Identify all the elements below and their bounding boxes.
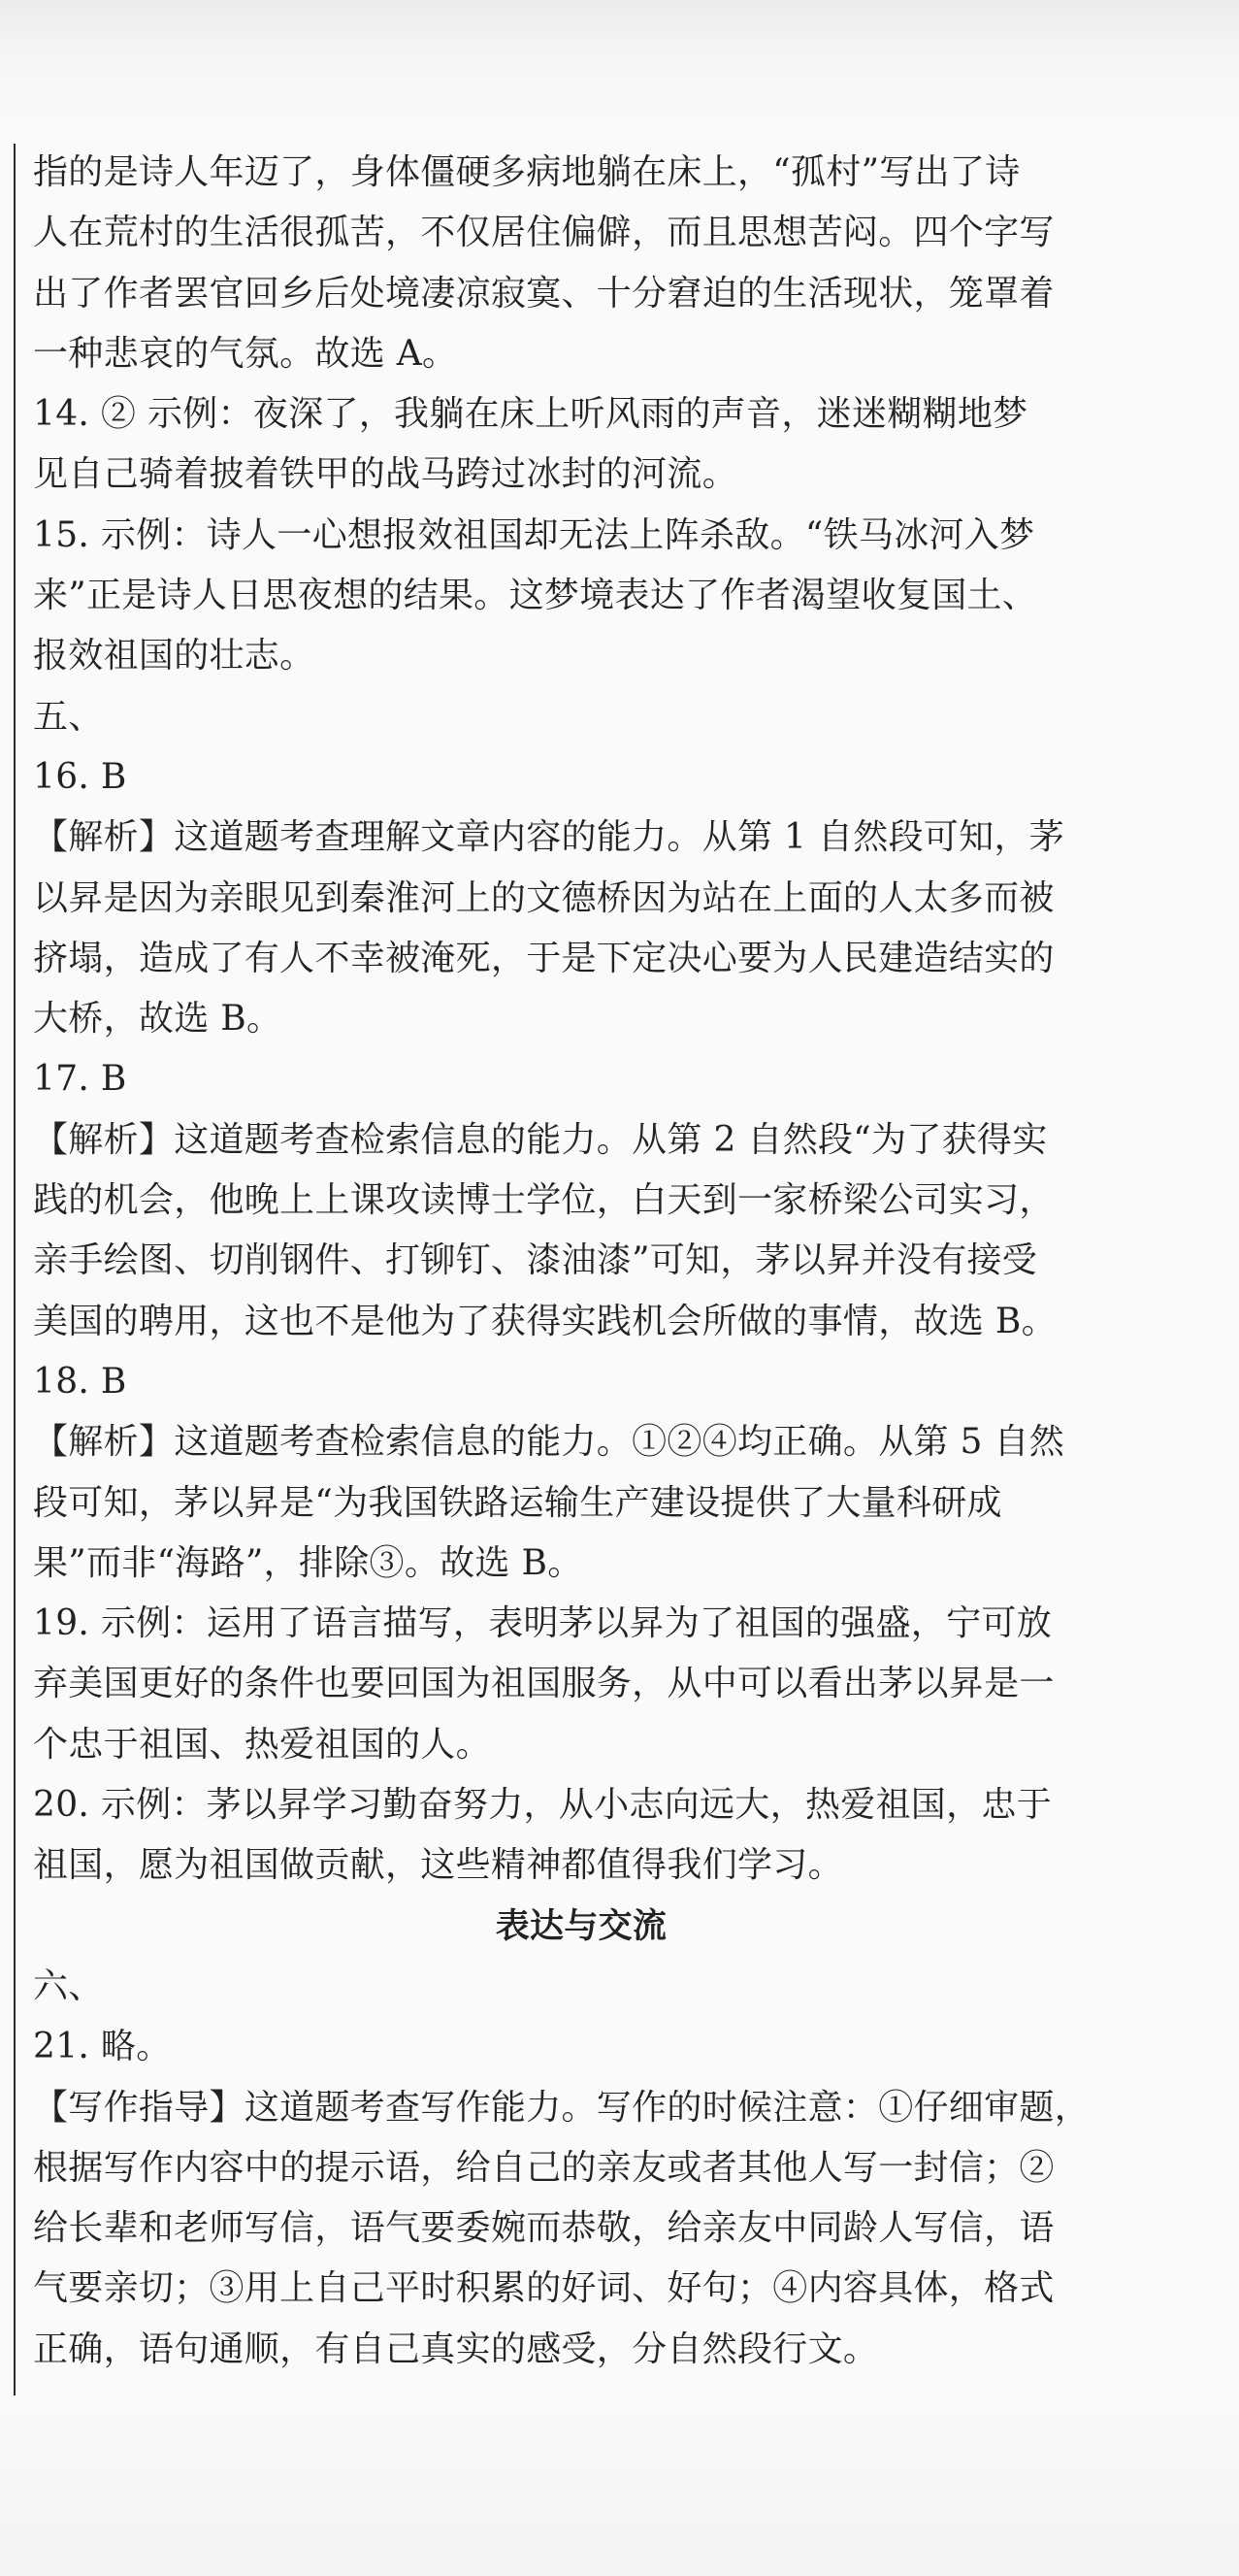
answer-16: 16. B bbox=[33, 756, 127, 797]
answer-18: 18. B bbox=[33, 1361, 127, 1402]
text-line: 给长辈和老师写信，语气要委婉而恭敬，给亲友中同龄人写信，语 bbox=[33, 2208, 1055, 2249]
text-line: 大桥，故选 B。 bbox=[33, 999, 282, 1040]
left-margin-rule bbox=[14, 144, 16, 2395]
text-line: 来”正是诗人日思夜想的结果。这梦境表达了作者渴望收复国土、 bbox=[33, 576, 1038, 616]
section-six-label: 六、 bbox=[33, 1965, 104, 2006]
text-line: 以昇是因为亲眼见到秦淮河上的文德桥因为站在上面的人太多而被 bbox=[33, 877, 1055, 918]
answer-20: 20. 示例：茅以昇学习勤奋努力，从小志向远大，热爱祖国，忠于 bbox=[33, 1785, 1052, 1826]
text-line: 祖国，愿为祖国做贡献，这些精神都值得我们学习。 bbox=[33, 1845, 843, 1886]
answer-21: 21. 略。 bbox=[33, 2027, 172, 2067]
text-line: 弃美国更好的条件也要回国为祖国服务，从中可以看出茅以昇是一 bbox=[33, 1664, 1055, 1704]
text-line: 一种悲哀的气氛。故选 A。 bbox=[33, 333, 458, 374]
section-five-label: 五、 bbox=[33, 696, 104, 737]
text-line: 见自己骑着披着铁甲的战马跨过冰封的河流。 bbox=[33, 454, 738, 495]
text-line: 践的机会，他晚上上课攻读博士学位，白天到一家桥梁公司实习， bbox=[33, 1180, 1055, 1221]
writing-guide: 【写作指导】这道题考查写作能力。写作的时候注意：①仔细审题， bbox=[33, 2087, 1091, 2128]
answer-19: 19. 示例：运用了语言描写，表明茅以昇为了祖国的强盛，宁可放 bbox=[33, 1603, 1052, 1644]
text-line: 正确，语句通顺，有自己真实的感受，分自然段行文。 bbox=[33, 2328, 879, 2369]
text-line: 指的是诗人年迈了，身体僵硬多病地躺在床上，“孤村”写出了诗 bbox=[33, 152, 1021, 192]
text-line: 气要亲切；③用上自己平时积累的好词、好句；④内容具体，格式 bbox=[33, 2268, 1055, 2309]
text-line: 个忠于祖国、热爱祖国的人。 bbox=[33, 1724, 491, 1765]
text-line: 亲手绘图、切削钢件、打铆钉、漆油漆”可知，茅以昇并没有接受 bbox=[33, 1240, 1038, 1281]
text-line: 报效祖国的壮志。 bbox=[33, 636, 315, 677]
text-line: 段可知，茅以昇是“为我国铁路运输生产建设提供了大量科研成 bbox=[33, 1482, 1002, 1523]
text-line: 挤塌，造成了有人不幸被淹死，于是下定决心要为人民建造结实的 bbox=[33, 938, 1055, 978]
text-line: 根据写作内容中的提示语，给自己的亲友或者其他人写一封信；② bbox=[33, 2147, 1055, 2188]
answer-text bbox=[33, 143, 1129, 2380]
analysis-17: 【解析】这道题考查检索信息的能力。从第 2 自然段“为了获得实 bbox=[33, 1119, 1048, 1160]
analysis-16: 【解析】这道题考查理解文章内容的能力。从第 1 自然段可知，茅 bbox=[33, 817, 1065, 858]
answer-14: 14. ② 示例：夜深了，我躺在床上听风雨的声音，迷迷糊糊地梦 bbox=[33, 394, 1028, 435]
analysis-18: 【解析】这道题考查检索信息的能力。①②④均正确。从第 5 自然 bbox=[33, 1422, 1065, 1463]
text-line: 美国的聘用，这也不是他为了获得实践机会所做的事情，故选 B。 bbox=[33, 1301, 1057, 1341]
text-line: 出了作者罢官回乡后处境凄凉寂寞、十分窘迫的生活现状，笼罩着 bbox=[33, 273, 1055, 314]
text-line: 人在荒村的生活很孤苦，不仅居住偏僻，而且思想苦闷。四个字写 bbox=[33, 213, 1055, 253]
section-heading: 表达与交流 bbox=[495, 1906, 668, 1946]
answer-15: 15. 示例：诗人一心想报效祖国却无法上阵杀敌。“铁马冰河入梦 bbox=[33, 514, 1035, 555]
text-line: 果”而非“海路”，排除③。故选 B。 bbox=[33, 1542, 583, 1583]
answer-17: 17. B bbox=[33, 1059, 127, 1100]
